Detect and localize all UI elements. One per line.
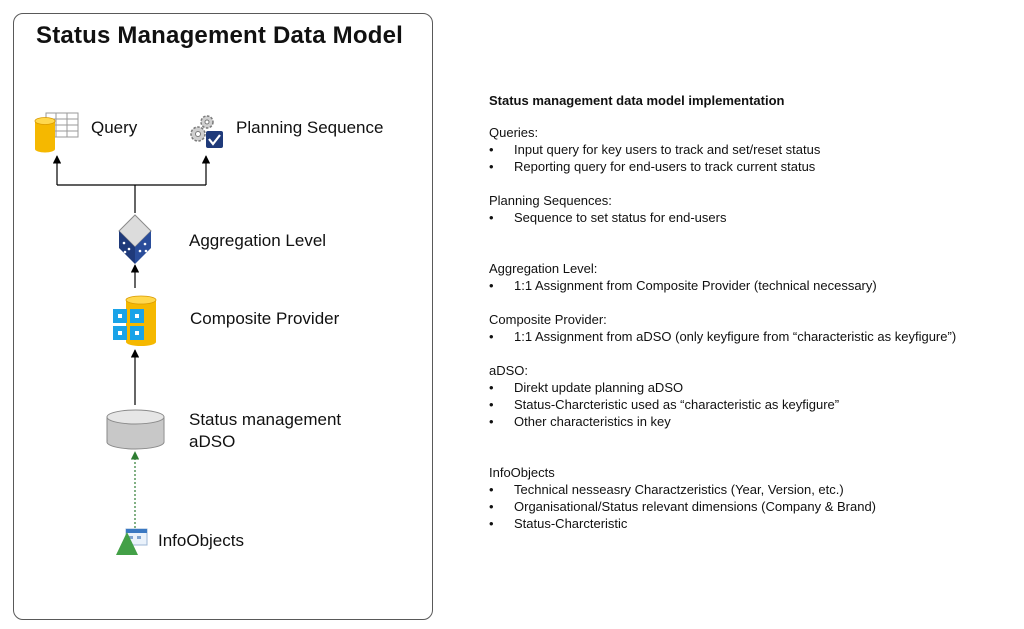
adso-icon xyxy=(107,410,164,449)
bullet-item xyxy=(489,515,1019,532)
section-title: Aggregation Level: xyxy=(489,261,598,276)
bullet-item xyxy=(489,481,1019,498)
bullet-text: Technical nesseasry Charactzeristics (Year, Version, etc.) xyxy=(514,482,844,497)
composite-provider-label: Composite Provider xyxy=(190,309,340,328)
bullet-dot: • xyxy=(489,397,494,412)
bullet-item xyxy=(489,396,1019,413)
implementation-description xyxy=(489,92,1019,549)
section-aggregation-level xyxy=(489,260,1019,294)
bullet-item xyxy=(489,498,1019,515)
bullet-item xyxy=(489,413,1019,430)
bullet-dot: • xyxy=(489,210,494,225)
section-title: Queries: xyxy=(489,125,539,140)
bullet-item xyxy=(489,158,1019,175)
bullet-item xyxy=(489,277,1019,294)
description-heading: Status management data model implementation xyxy=(489,93,785,108)
bullet-text: Status-Charcteristic used as “characteristic as keyfigure” xyxy=(514,397,840,412)
aggregation-level-label: Aggregation Level xyxy=(189,231,327,250)
bullet-text: Input query for key users to track and set/reset status xyxy=(514,142,821,157)
bullet-dot: • xyxy=(489,159,494,174)
bullet-item xyxy=(489,328,1019,345)
section-title: InfoObjects xyxy=(489,465,555,480)
bullet-text: Direkt update planning aDSO xyxy=(514,380,684,395)
bullet-text: Organisational/Status relevant dimensions (Company & Brand) xyxy=(514,499,877,514)
section-queries xyxy=(489,124,1019,175)
adso-label-line1: Status management xyxy=(189,410,342,429)
bullet-dot: • xyxy=(489,278,494,293)
bullet-dot: • xyxy=(489,499,494,514)
query-label: Query xyxy=(91,118,138,137)
section-composite-provider xyxy=(489,311,1019,345)
bullet-dot: • xyxy=(489,329,494,344)
section-title: Planning Sequences: xyxy=(489,193,612,208)
bullet-item xyxy=(489,209,1019,226)
bullet-dot: • xyxy=(489,142,494,157)
bullet-dot: • xyxy=(489,516,494,531)
bullet-text: Other characteristics in key xyxy=(514,414,671,429)
composite-provider-icon xyxy=(113,296,156,346)
section-planning-sequences xyxy=(489,192,1019,226)
bullet-text: Status-Charcteristic xyxy=(514,516,628,531)
adso-label-line2: aDSO xyxy=(189,432,236,451)
bullet-text: 1:1 Assignment from aDSO (only keyfigure from “characteristic as keyfigure”) xyxy=(514,329,957,344)
bullet-text: Reporting query for end-users to track current status xyxy=(514,159,816,174)
bullet-text: 1:1 Assignment from Composite Provider (technical necessary) xyxy=(514,278,877,293)
planning-sequence-icon xyxy=(191,116,223,148)
spacer xyxy=(489,243,1019,260)
bullet-dot: • xyxy=(489,380,494,395)
infoobjects-icon xyxy=(116,529,147,555)
bullet-item xyxy=(489,379,1019,396)
bullet-dot: • xyxy=(489,482,494,497)
query-icon xyxy=(35,113,78,153)
query-branch-connector xyxy=(57,156,206,213)
section-title: aDSO: xyxy=(489,363,529,378)
section-infoobjects xyxy=(489,464,1019,532)
bullet-item xyxy=(489,141,1019,158)
planning-sequence-label: Planning Sequence xyxy=(236,118,384,137)
section-title: Composite Provider: xyxy=(489,312,607,327)
section-adso xyxy=(489,362,1019,430)
aggregation-level-icon xyxy=(119,215,151,264)
diagram-title: Status Management Data Model xyxy=(36,22,403,49)
bullet-dot: • xyxy=(489,414,494,429)
spacer xyxy=(489,447,1019,464)
infoobjects-label: InfoObjects xyxy=(158,531,244,550)
bullet-text: Sequence to set status for end-users xyxy=(514,210,727,225)
